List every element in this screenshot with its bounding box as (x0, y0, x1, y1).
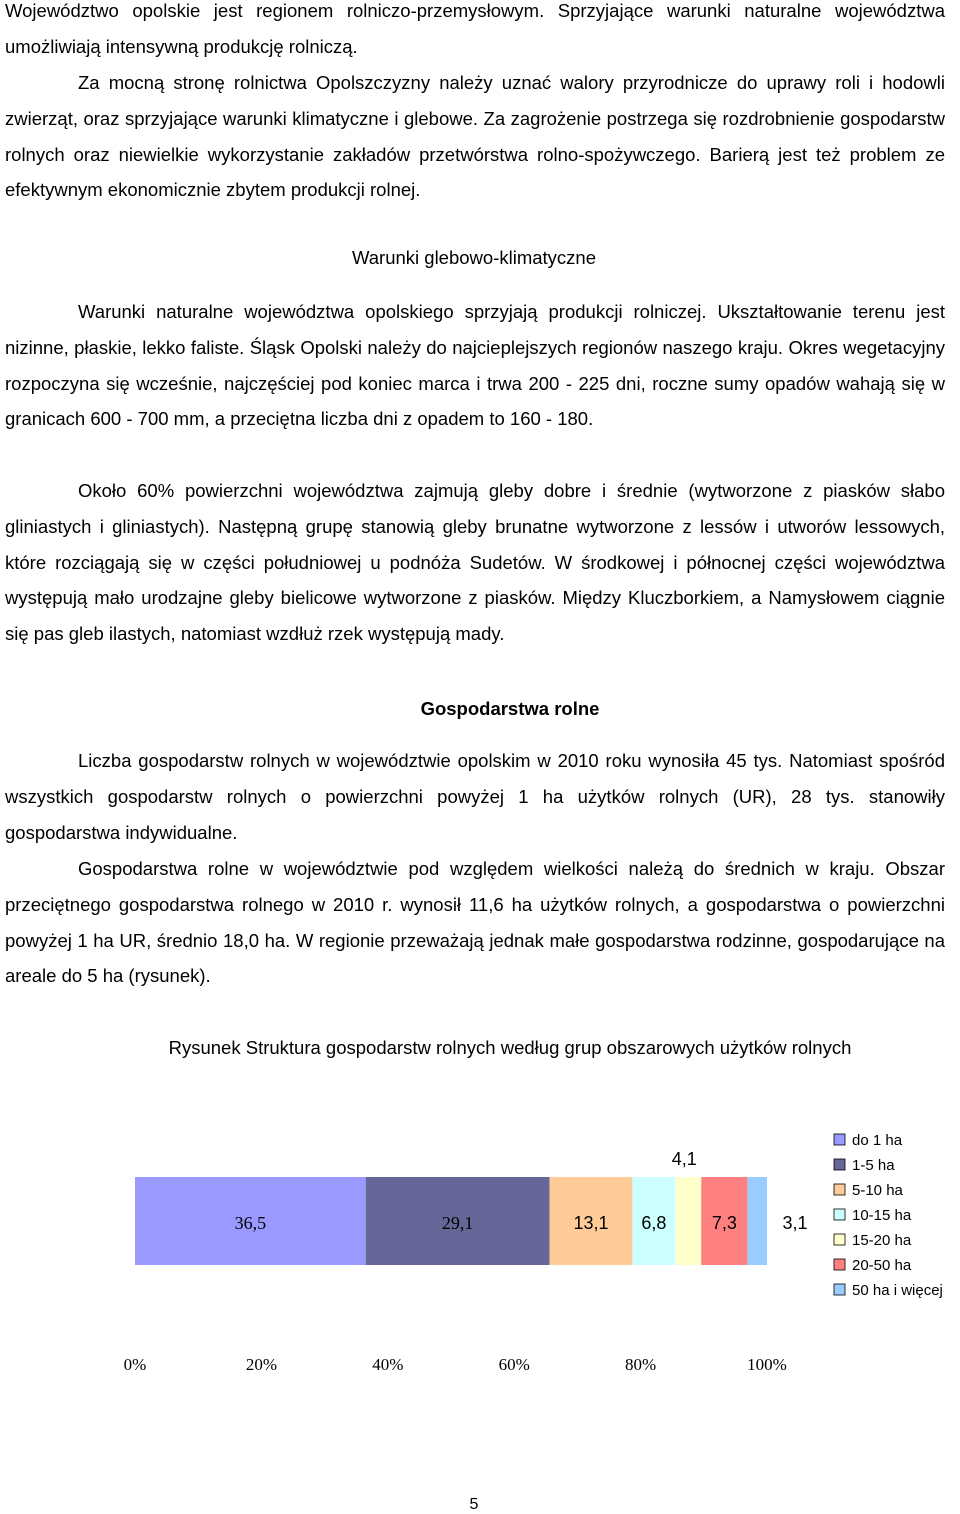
value-label-20-50-ha: 7,3 (711, 1213, 737, 1233)
value-label-10-15-ha: 6,8 (641, 1213, 667, 1233)
legend-label-50-ha-i-wi-cej: 50 ha i więcej (852, 1282, 943, 1299)
figure-caption: Rysunek Struktura gospodarstw rolnych według grup obszarowych użytków rolnych (168, 1037, 852, 1058)
bar-segment-15-20-ha (675, 1177, 701, 1265)
legend-swatch-10-15-ha (834, 1209, 845, 1220)
x-tick-label: 100% (747, 1355, 787, 1374)
farm-structure-chart (0, 1100, 960, 1400)
legend-swatch-15-20-ha (834, 1234, 845, 1245)
legend-label-20-50-ha: 20-50 ha (852, 1257, 912, 1274)
x-tick-label: 60% (498, 1355, 530, 1374)
farms-size-paragraph: Gospodarstwa rolne w województwie pod względem wielkości należą do średnich w kraju. Obszar przeciętnego gospodarstwa rolnego w 2010 r. wynosił 11,6 ha użytków rolnych, a gospodarstwa o powierzchni powyżej 1 ha UR, średnio 18,0 ha. W regionie przeważają jednak małe gospodarstwa rodzinne, gospodarujące na areale do 5 ha (rysunek). (5, 858, 945, 987)
legend-swatch-do-1-ha (834, 1134, 845, 1145)
value-label-5-10-ha: 13,1 (573, 1213, 609, 1233)
legend-swatch-20-50-ha (834, 1259, 845, 1270)
x-tick-label: 0% (123, 1355, 147, 1374)
legend-swatch-50-ha-i-wi-cej (834, 1284, 845, 1295)
legend-label-do-1-ha: do 1 ha (852, 1132, 903, 1149)
value-label-50-ha-i-wi-cej: 3,1 (782, 1213, 808, 1233)
farms-count-paragraph: Liczba gospodarstw rolnych w województwie opolskim w 2010 roku wynosiła 45 tys. Natomiast spośród wszystkich gospodarstw rolnych o powierzchni powyżej 1 ha użytków rolnych (UR), 28 tys. stanowiły gospodarstwa indywidualne. (5, 750, 945, 843)
x-tick-label: 20% (245, 1355, 277, 1374)
chart-legend (834, 1132, 943, 1299)
soils-paragraph: Około 60% powierzchni województwa zajmują gleby dobre i średnie (wytworzone z piasków słabo gliniastych i gliniastych). Następną grupę stanowią gleby brunatne wytworzone z lessów i utworów lessowych, które rozciągają się w części południowej u podnóża Sudetów. W środkowej i północnej części województwa występują mało urodzajne gleby bielicowe wytworzone z piasków. Między Kluczborkiem, a Namysłowem ciągnie się pas gleb ilastych, natomiast wzdłuż rzek występują mady. (5, 480, 945, 645)
section-heading-farms: Gospodarstwa rolne (420, 698, 600, 719)
conditions-paragraph: Warunki naturalne województwa opolskiego sprzyjają produkcji rolniczej. Ukształtowanie terenu jest nizinne, płaskie, lekko faliste. Śląsk Opolski należy do najcieplejszych regionów naszego kraju. Okres wegetacyjny rozpoczyna się wcześnie, najczęściej pod koniec marca i trwa 200 - 225 dni, roczne sumy opadów wahają się w granicach 600 - 700 mm, a przeciętna liczba dni z opadem to 160 - 180. (5, 301, 945, 430)
legend-label-10-15-ha: 10-15 ha (852, 1207, 912, 1224)
legend-label-15-20-ha: 15-20 ha (852, 1232, 912, 1249)
value-label-15-20-ha: 4,1 (671, 1149, 697, 1169)
legend-label-5-10-ha: 5-10 ha (852, 1182, 903, 1199)
x-tick-label: 40% (372, 1355, 404, 1374)
intro-paragraph: Województwo opolskie jest regionem rolniczo-przemysłowym. Sprzyjające warunki naturalne województwa umożliwiają intensywną produkcję rolniczą. (5, 0, 945, 57)
chart-x-axis (124, 1355, 787, 1374)
x-tick-label: 80% (625, 1355, 657, 1374)
legend-swatch-5-10-ha (834, 1184, 845, 1195)
section-heading-soil-climate: Warunki glebowo-klimatyczne (351, 247, 596, 268)
bar-segment-50-ha-i-wi-cej (747, 1177, 767, 1265)
legend-label-1-5-ha: 1-5 ha (852, 1157, 895, 1174)
strengths-paragraph: Za mocną stronę rolnictwa Opolszczyzny należy uznać walory przyrodnicze do uprawy roli i hodowli zwierząt, oraz sprzyjające warunki klimatyczne i glebowe. Za zagrożenie postrzega się rozdrobnienie gospodarstw rolnych oraz niewielkie wykorzystanie zakładów przetwórstwa rolno-spożywczego. Barierą jest też problem ze efektywnym ekonomicznie zbytem produkcji rolnej. (5, 72, 945, 201)
legend-swatch-1-5-ha (834, 1159, 845, 1170)
value-label-do-1-ha: 36,5 (234, 1213, 267, 1233)
value-label-1-5-ha: 29,1 (441, 1213, 474, 1233)
page-number: 5 (469, 1496, 479, 1513)
